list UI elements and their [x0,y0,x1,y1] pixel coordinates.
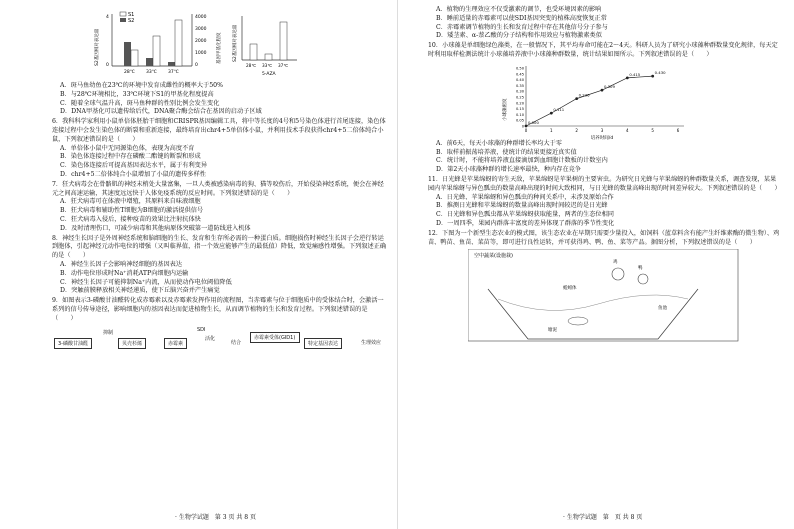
y-tick-label: 0.50 [515,66,524,71]
q7-option: B．狂犬病毒和辅助性T细胞为B细胞的激活提供信号 [60,207,204,215]
legend-s2: S2 [128,18,135,24]
bar-a [250,44,257,60]
x-tick: 28℃ [124,70,135,75]
flow-label: 活化 [202,334,218,343]
x-tick-label: 5 [651,127,654,133]
q9-option: C．赤霉素调节植物的生长和发育过程中存在其他信号分子参与 [436,23,608,31]
data-label: 0.236 [578,92,590,98]
page-footer: · 生物学试题 第 3 页 共 8 页 [175,514,256,521]
chart-right-group [231,16,297,77]
q5-option: B．与28℃环境相比，33℃环境下S1的甲基化程度提高 [60,90,214,98]
q9-option: B．睡前适量的赤霉素可以使SDI基因突变的植株高度恢复正常 [436,14,607,22]
q12-stem: 12．下图为一个新型生态农业的模式图，该生态农业在早期只需要少量投入，如饲料（蓝草料含有能产生纤维素酶的微生物）、鸡苗、鸭苗、鱼苗、菜苗等，即可进行良性运转，并可获得鸡、鸭、鱼、菜等产品。据图分析，下列叙述错误的是（ ） [428,229,780,246]
eco-diagram-svg [468,249,748,347]
data-label: 0.430 [654,69,666,75]
x-tick-label: 6 [676,127,680,133]
density-line-chart [498,60,698,140]
diagram-top-label: 空中蔬菜(设施栽) [474,253,513,260]
x-tick-label: 4 [626,127,629,133]
bar-33-s2 [146,58,153,66]
flow-node: 生理效应 [358,338,384,347]
x-axis-label: 培养时间/d [590,135,614,140]
data-point [626,76,629,79]
x-tick-label: 3 [600,127,604,133]
y-tick-label: 0.30 [515,89,524,94]
q11-option: A．日光蜂、苹果绵蚜和异色瓢虫的种间关系中，未涉及原始合作 [436,193,614,201]
y-tick-label: 0.20 [515,101,524,106]
q10-option: B．取样前振荡培养液，使统计的结果更接近真实值 [436,148,577,156]
flow-label: 抑制 [100,328,116,337]
y-tick-label: 0.15 [515,106,524,111]
bar-b [265,54,272,60]
diagram-label: 鱼池 [658,306,667,312]
chart-left-group [93,12,222,75]
chart2-ylabel: S2基因相对表达量 [233,24,238,62]
q8-stem: 8．神经生长因子是外周神经系统和脑细胞的生长、发育和生存所必需的一种蛋白质。细胞损伤时神经生长因子会逆行转运到胞体，引起神经元动作电位的增强（又叫临界值，指一个效应能够产生的最低值）降低，致觉痛感性增强。下列叙述正确的是（ ） [52,234,387,260]
y-label: S2基因相对表达量 [95,28,100,66]
q7-option: D．及时清理伤口，可减少病毒和其他病原体突破第一道防线进入机体 [60,224,251,232]
data-point [651,75,654,78]
diagram-label: 鸡 [613,260,618,266]
x-tick: 28℃ [246,63,257,68]
chart-methylation [52,6,302,82]
bar-33-s1 [153,36,160,66]
y2-label: 基因甲基化程度 [217,32,222,64]
y2-tick: 0 [195,63,198,68]
q8-option: B．动作电位形成时Na⁺消耗ATP向细胞内运输 [60,269,189,277]
q7-stem: 7．狂犬病毒会在骨骼肌的神经末梢处大量富集，一旦人类被感染病毒的狗、猫等咬伤后，开始侵染神经系统，便会在神经元之间高速运输，其速度远远快于人体免疫系统的反应时间。下列叙述错误的是（ ） [52,180,384,197]
q11-option: C．日光蜂和异色瓢虫都从苹果绵蚜获取能量，两者的生态位相同 [436,211,614,219]
data-label: 0.111 [553,106,565,112]
x-tick: 33℃ [146,70,157,75]
y-tick-label: 0 [521,124,524,129]
data-point [525,124,528,127]
legend-s1: S1 [128,12,135,18]
bar-c [280,22,287,60]
q11-stem: 11．日光蜂是苹果绵蚜的寄生天敌，苹果绵蚜是苹果树的主要害虫。为研究日光蜂与苹果绵蚜的种群数量关系，调查发现，某果园内苹果绵蚜与异色瓢虫的数量高峰出现的时间大致相同，与日光蜂的数量高峰出现的时间差异较大。下列叙述错误的是（ ） [428,175,781,192]
series-line [526,76,653,126]
data-label: 0.415 [629,71,641,77]
q10-option: D．第2天小球藻种群的增长速率最快，种内存在竞争 [436,166,582,174]
q7-option: C．狂犬病毒入侵后，接种疫苗的效果比注射抗体快 [60,215,201,223]
q10-option: C．统计时，不能将培养液直接滴加到血细胞计数板的计数室内 [436,157,608,165]
right-page [397,0,794,529]
flow-node: 赤霉素受体(GID1) [250,332,300,343]
eco-farm-diagram [428,247,780,345]
y-axis-label: 小球藻密度 [503,98,508,121]
diagram-label: 塘泥 [548,328,557,334]
q9-stem: 9．如图表示3-磷酸甘油醛转化成赤霉素以及赤霉素发挥作用的流程图，当赤霉素与位于细胞质中的受体结合时，会激活一系列的信号传导途径，影响细胞内的基因表达而促进植物生长，从而调节植物的生长和发育过程。下列叙述错误的是（ ） [52,297,384,322]
flow-node: 3-磷酸甘油醛 [54,338,92,349]
x-tick-label: 0 [524,127,528,133]
data-label: 0.309 [604,83,615,89]
flow-label: SDI [194,326,209,334]
diagram-label: 鸭 [638,266,643,272]
page-footer: · 生物学试题 第 页 共 8 页 [563,514,643,521]
figure-row [52,6,387,82]
x-tick: 37℃ [278,63,289,68]
q9-option: D．矮茎素、α-萘乙酸的分子结构和作用效应与植物激素类似 [436,32,602,40]
q6-option: C．染色体连接后可提高基因表达水平，属于有利变异 [60,162,208,170]
flow-node: 赤霉素 [164,338,187,349]
q9-flowchart [52,326,387,356]
y-tick-label: 0.05 [515,118,524,123]
y-tick-label: 0.25 [515,95,524,100]
bar-28-s1 [131,50,138,66]
y-tick: 4 [106,15,109,20]
q11-option: D．一周四季，果园内群落丰富度的差异体现了群落的季节性变化 [436,219,615,227]
q8-option: A．神经生长因子会影响神经细胞的基因表达 [60,260,183,268]
bar-37-s2 [168,62,175,66]
y-tick-label: 0.35 [515,83,524,88]
y2-tick: 3000 [195,27,207,32]
diagram-label: 蚯蚓体 [563,286,577,292]
chart2-sublabel: 5-AZA [262,72,276,77]
x-tick-label: 1 [550,127,553,133]
x-tick: 37℃ [168,70,179,75]
q11-option: B．推测日光蜂和苹果绵蚜的数量高峰出现时间较迟的是日光蜂 [436,202,608,210]
bar-28-s2 [124,42,131,66]
q6-option: D．chr4+5二倍体纯合小鼠增加了小鼠的遗传多样性 [60,170,206,178]
q7-option: A．狂犬病毒可在体液中增殖，其原料来自味液细胞 [60,198,201,206]
q6-option: B．染色体连接过程中存在磷酸二酯键的断裂和形成 [60,153,201,161]
q8-option: D．突触前膜释放相关神经递质，使下丘脑兴奋并产生痛觉 [60,287,220,295]
y2-tick: 1000 [195,51,207,56]
q8-option: C．神经生长因子可能抑制Na⁺内流，从而使动作电位阈值降低 [60,278,232,286]
flow-node: 贝壳杉烯 [118,338,146,349]
q6-option: A．单倍体小鼠中无同源染色体，表现为高度不育 [60,144,195,152]
data-label: 0.000 [528,119,539,125]
q9-option: A．植物的生理效应不仅受激素的调节，也受环境因素的影响 [436,6,602,13]
flow-label: 结合 [228,338,244,347]
q10-option: A．前6天，每天小球藻的种群增长率均大于零 [436,139,562,147]
q5-option: A．斑马鱼幼鱼在23℃的环境中发育成雌性的概率大于50% [60,82,223,89]
data-point [550,112,553,115]
bar-37-s1 [175,20,182,66]
x-tick-label: 2 [575,127,578,133]
q10-chart [428,60,780,140]
data-point [575,97,578,100]
q6-stem: 6．我科科学家利用小鼠单倍体胚胎干细胞和CRISPR基因编辑工具，将中等长度的4号和5号染色体进行首尾连接，染色体连接过程中会发生染色体的断裂和重新连接，最终培育出chr4+5单倍体小鼠，并利用技术手段获得chr4+5二倍体纯合小鼠，下列叙述错误的是（ ） [52,118,386,143]
y-tick-label: 0.45 [515,72,524,77]
data-point [601,89,604,92]
y2-tick: 2000 [195,39,207,44]
flow-node: 特定基因表达 [304,338,342,349]
x-tick: 33℃ [262,63,273,68]
y-tick-label: 0.40 [515,77,524,82]
y-tick-label: 0.10 [515,112,524,117]
y2-tick: 4000 [195,15,207,20]
y-tick: 0 [106,63,109,68]
q5-option: C．随着全球气温升高，斑马鱼种群的性别比例会发生变化 [60,99,220,107]
q10-stem: 10．小球藻是单细胞绿色藻类，在一般情况下，其平均寿命可能在2～4天。科研人员为了研究小球藻种群数量变化规律，每天定时利用取样检测法统计小球藻培养液中小球藻种群数量，统计结果如图所示。下列叙述错误的是（ ） [428,42,778,58]
q5-option: D．DNA甲基化可以遗传给后代，DNA聚合酶会结合在基因的启动子区域 [60,108,262,116]
